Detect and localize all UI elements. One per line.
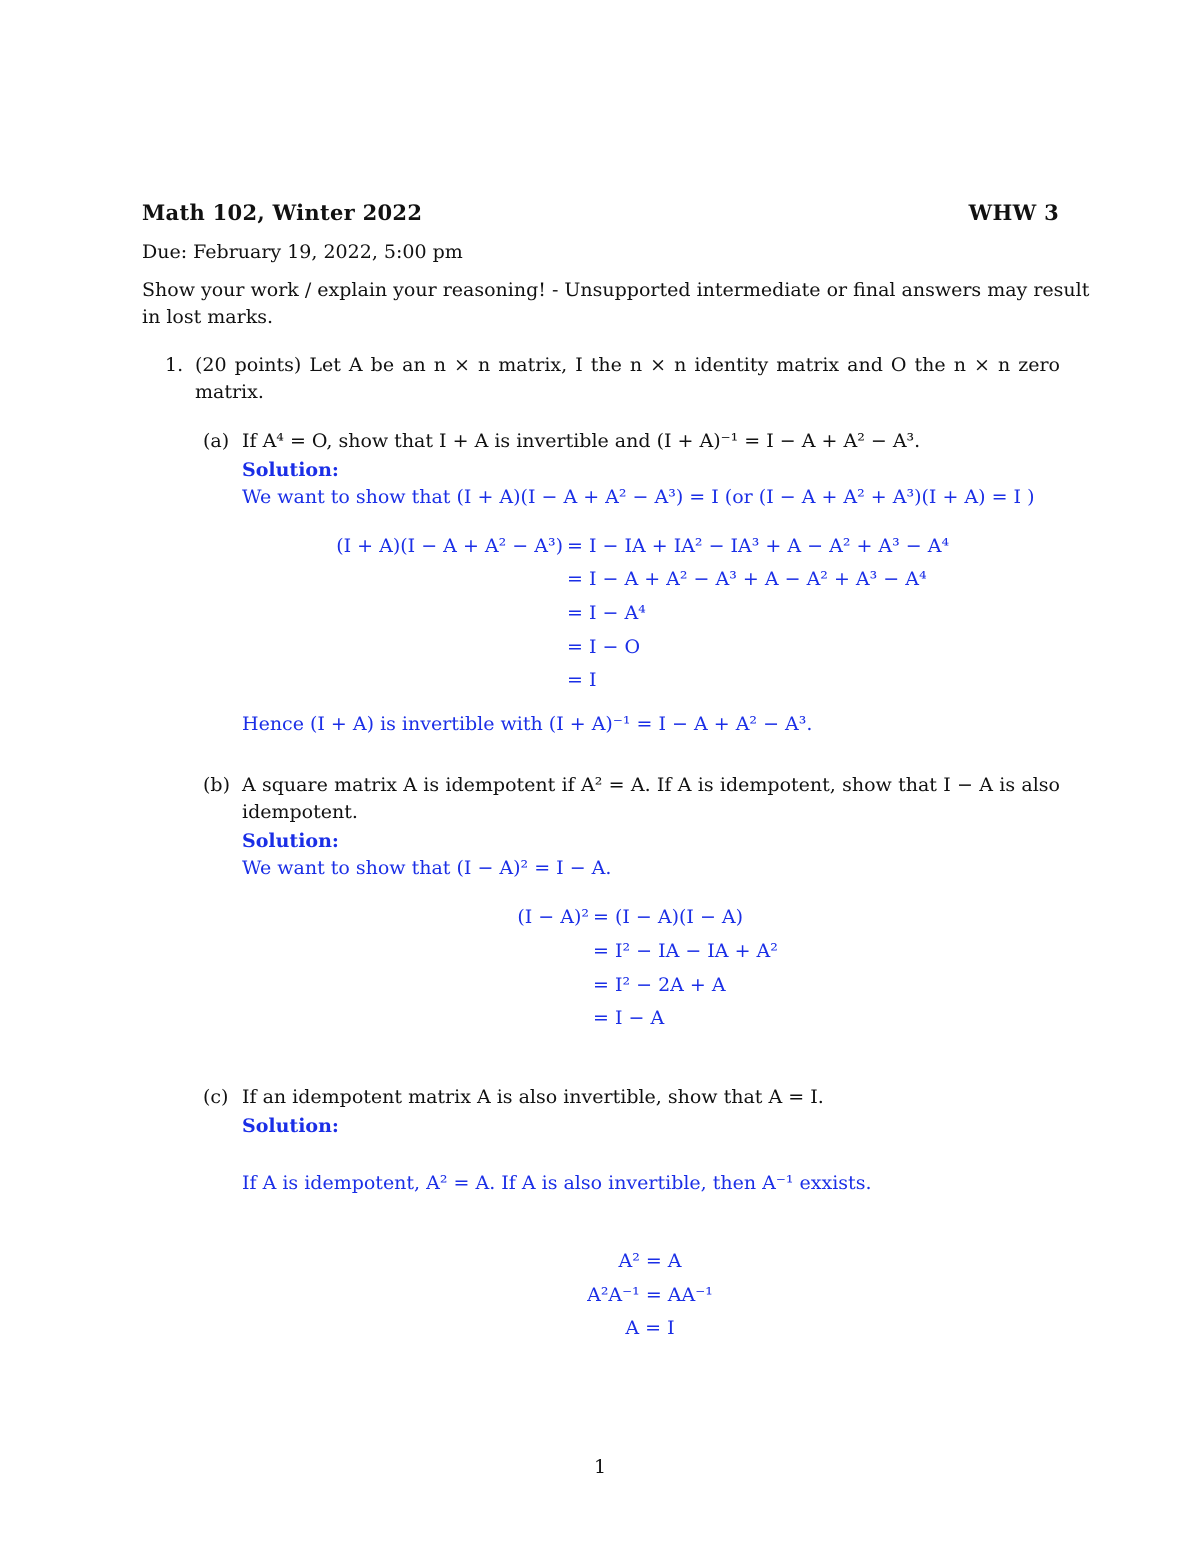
part-a-eq-lhs: (I + A)(I − A + A² − A³) <box>336 535 563 557</box>
problem-statement-line-1: (20 points) Let A be an n × n matrix, I the n × n identity matrix and O the n × n zero <box>195 354 1060 376</box>
part-b-question-line-2: idempotent. <box>242 801 358 823</box>
problem-number: 1. <box>165 354 184 376</box>
part-c-eq-step-2: A²A⁻¹ = AA⁻¹ <box>587 1284 713 1306</box>
assignment-title: WHW 3 <box>968 200 1059 225</box>
instructions-line-1: Show your work / explain your reasoning! - Unsupported intermediate or final answers may result <box>142 279 1090 301</box>
problem-statement-line-2: matrix. <box>195 381 264 403</box>
part-b-solution-label: Solution: <box>242 830 339 852</box>
part-b-eq-lhs: (I − A)² <box>517 906 589 928</box>
part-a-eq-step-2: = I − A + A² − A³ + A − A² + A³ − A⁴ <box>567 568 927 590</box>
part-c-question: If an idempotent matrix A is also invertible, show that A = I. <box>242 1086 824 1108</box>
part-a-label: (a) <box>203 430 230 452</box>
part-a-eq-step-5: = I <box>567 669 597 691</box>
due-date: Due: February 19, 2022, 5:00 pm <box>142 241 463 263</box>
part-b-eq-step-3: = I² − 2A + A <box>593 974 726 996</box>
part-a-question: If A⁴ = O, show that I + A is invertible and (I + A)⁻¹ = I − A + A² − A³. <box>242 430 921 452</box>
part-a-conclusion: Hence (I + A) is invertible with (I + A)⁻¹ = I − A + A² − A³. <box>242 713 813 735</box>
part-a-eq-step-1: = I − IA + IA² − IA³ + A − A² + A³ − A⁴ <box>567 535 950 557</box>
part-c-intro: If A is idempotent, A² = A. If A is also invertible, then A⁻¹ exxists. <box>242 1172 872 1194</box>
part-a-intro: We want to show that (I + A)(I − A + A² − A³) = I (or (I − A + A² + A³)(I + A) = I ) <box>242 486 1035 508</box>
part-c-eq-step-1: A² = A <box>618 1250 682 1272</box>
page-number: 1 <box>593 1456 607 1478</box>
part-c-solution-label: Solution: <box>242 1115 339 1137</box>
part-b-intro: We want to show that (I − A)² = I − A. <box>242 857 612 879</box>
instructions-line-2: in lost marks. <box>142 306 274 328</box>
part-c-eq-step-3: A = I <box>625 1317 675 1339</box>
part-a-eq-step-3: = I − A⁴ <box>567 602 646 624</box>
part-b-eq-step-2: = I² − IA − IA + A² <box>593 940 778 962</box>
part-b-eq-step-4: = I − A <box>593 1007 665 1029</box>
part-a-solution-label: Solution: <box>242 459 339 481</box>
course-title: Math 102, Winter 2022 <box>142 200 423 225</box>
part-c-label: (c) <box>203 1086 229 1108</box>
part-a-eq-step-4: = I − O <box>567 636 641 658</box>
part-b-eq-step-1: = (I − A)(I − A) <box>593 906 744 928</box>
part-b-label: (b) <box>203 774 230 796</box>
part-b-question-line-1: A square matrix A is idempotent if A² = A. If A is idempotent, show that I − A is also <box>242 774 1060 796</box>
